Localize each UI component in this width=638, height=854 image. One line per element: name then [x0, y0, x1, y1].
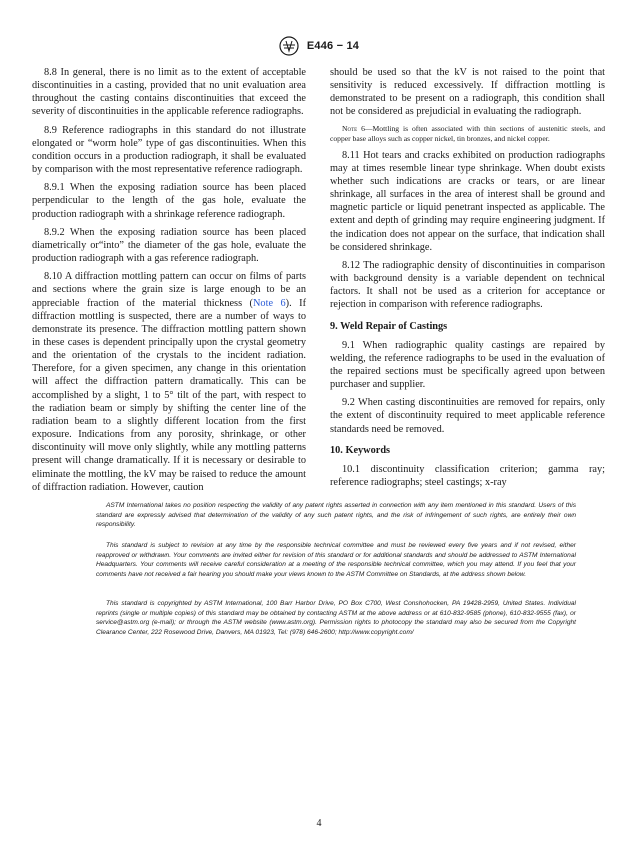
- standard-designation: E446 − 14: [306, 40, 360, 52]
- footer-copyright-notice: [96, 599, 576, 637]
- paragraph-8-9-1: 8.9.1 When the exposing radiation source has been placed perpendicular to the length of the gas hole, evaluate the production radiograph with a shrinkage reference radiograph.: [32, 182, 306, 220]
- paragraph-10-1: 10.1 discontinuity classification criterion; gamma ray; reference radiographs; steel castings; x-ray: [330, 463, 605, 489]
- section-10-heading: 10. Keywords: [330, 444, 391, 456]
- page-number: 4: [316, 818, 322, 829]
- paragraph-8-11: 8.11 Hot tears and cracks exhibited on production radiographs may at times resemble linear type shrinkage. When doubt exists whether such indications are cracks or tears, or are linear shrinkage, all surfaces in the area of interest shall be ground and magnetic particle or liquid penetrant inspected as applicable. The extent and depth of grinding may require engineering judgment. If the indication does not appear on the surface, that indication shall be considered shrinkage.: [330, 149, 605, 253]
- page-header: [0, 36, 638, 56]
- astm-logo-icon: [279, 36, 299, 56]
- footer-copyright-text: This standard is copyrighted by ASTM International, 100 Barr Harbor Drive, PO Box C700, West Conshohocken, PA 19428-2959, United States. Individual reprints (single or multiple copies) of this standard may be obtained by contacting ASTM at the above address or at 610-832-9585 (phone), 610-832-9555 (fax), or service@astm.org (e-mail); or through the ASTM website (www.astm.org). Permission rights to photocopy the standard may also be secured from the Copyright Clearance Center, 222 Rosewood Drive, Danvers, MA 01923, Tel: (978) 646-2600; http://www.copyright.com/: [96, 600, 576, 636]
- footer-revision-notice: [96, 541, 576, 579]
- footer-patent-text: ASTM International takes no position respecting the validity of any patent rights asserted in connection with any item mentioned in this standard. Users of this standard are expressly advised that determination of the validity of any such patent rights, and the risk of infringement of such rights, are entirely their own responsibility.: [96, 502, 576, 528]
- paragraph-9-2: 9.2 When casting discontinuities are removed for repairs, only the extent of discontinuity required to meet applicable reference standards need be removed.: [330, 397, 605, 435]
- footer-revision-text: This standard is subject to revision at any time by the responsible technical committee and must be reviewed every five years and if not revised, either reapproved or withdrawn. Your comments are invited either for revision of this standard or for additional standards and should be addressed to ASTM International Headquarters. Your comments will receive careful consideration at a meeting of the responsible technical committee, which you may attend. If you feel that your comments have not received a fair hearing you should make your views known to the ASTM Committee on Standards, at the address shown below.: [96, 542, 576, 578]
- paragraph-8-10-rest: ). If diffraction mottling is suspected, there are a number of ways to demonstrate its presence. The diffraction mottling pattern shown in these cases is dependent principally upon the crystal geometry and the orientation of the crystals to the incident radiation. Therefore, for a given specimen, any change in this orientation will affect the diffraction pattern dramatically. This can be accomplished by a slight, 1 to 5° tilt of the part, with respect to the radiation beam or simply by shifting the center line of the radiation beam to a slightly different location from the first exposure. Indications from any porosity, shrinkage, or other discontinuity will move only slightly, while any mottling patterns present will change dramatically. If it is necessary or desirable to eliminate the mottling, the kV may be raised to reduce the amount of diffraction radiation. However, caution: [32, 297, 306, 493]
- left-column: [32, 66, 306, 499]
- paragraph-8-8: 8.8 In general, there is no limit as to the extent of acceptable discontinuities in a casting, provided that no unit evaluation area throughout the casting contains discontinuities that exceed the severity of discontinuities in the applicable reference radiographs.: [32, 67, 306, 118]
- paragraph-8-10-start: 8.10 A diffraction mottling pattern can occur on films of parts and sections where the grain size is large enough to be an appreciable fraction of the material thickness (: [32, 271, 306, 309]
- note-label: Note 6: [342, 123, 365, 133]
- paragraph-8-10: [32, 270, 306, 494]
- paragraph-8-9-2: 8.9.2 When the exposing radiation source has been placed diametrically or“into” the diameter of the gas hole, evaluate the production radiograph with a gas reference radiograph.: [32, 226, 306, 265]
- note-6: [330, 124, 605, 144]
- footer-patent-notice: [96, 501, 576, 530]
- note-text: —Mottling is often associated with thin sections of austenitic steels, and copper base alloys such as copper nickel, tin bronzes, and nickel copper.: [330, 123, 605, 143]
- right-column: [330, 66, 605, 494]
- paragraph-8-10-continued: should be used so that the kV is not raised to the point that sensitivity is reduced excessively. If diffraction mottling is demonstrated to be present on a radiograph, this condition shall not be considered as prejudicial in evaluating the radiograph.: [330, 67, 605, 118]
- paragraph-8-12: 8.12 The radiographic density of discontinuities in comparison with background density is a variable dependent on technical factors. It shall not be used as a criterion for acceptance or rejection in comparison with reference radiographs.: [330, 259, 605, 311]
- note-6-link[interactable]: Note 6: [253, 297, 286, 309]
- paragraph-8-9: 8.9 Reference radiographs in this standard do not illustrate elongated or “worm hole” type of gas discontinuities. When this condition occurs in a production radiograph, it shall be evaluated by comparison with the most representative reference radiograph.: [32, 124, 306, 176]
- paragraph-9-1: 9.1 When radiographic quality castings are repaired by welding, the reference radiographs to be used in the evaluation of the repaired sections must be specifically agreed upon between purchaser and supplier.: [330, 339, 605, 391]
- section-9-heading: 9. Weld Repair of Castings: [330, 320, 448, 332]
